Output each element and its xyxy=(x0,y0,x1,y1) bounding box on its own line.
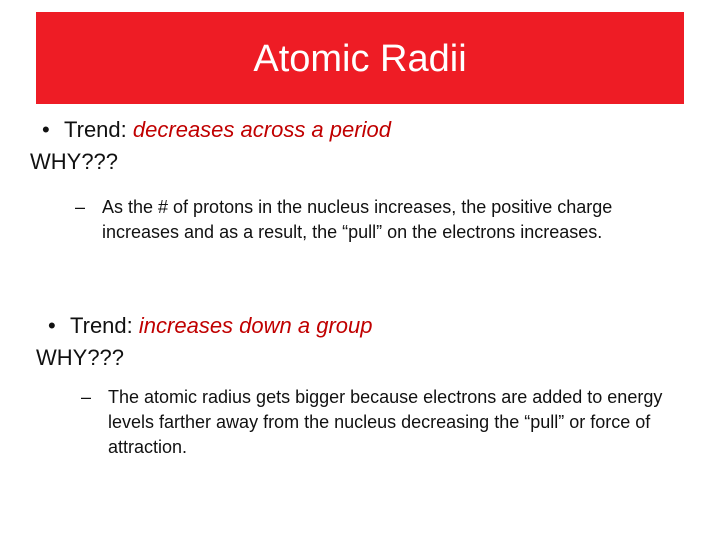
explanation-text: The atomic radius gets bigger because electrons are added to energy levels farther away from the nucleus decreasing the “pull” or force of attraction. xyxy=(108,387,663,457)
slide-title: Atomic Radii xyxy=(253,38,467,80)
dash-icon: – xyxy=(75,197,86,217)
why-question: WHY??? xyxy=(30,149,119,174)
trend-label: Trend: xyxy=(64,117,127,142)
trend-line xyxy=(30,114,680,146)
bullet-icon: • xyxy=(42,117,50,142)
section-group xyxy=(36,310,686,374)
explanation-group xyxy=(81,385,691,460)
bullet-icon: • xyxy=(48,313,56,338)
trend-line xyxy=(36,310,686,342)
trend-emphasis: increases down a group xyxy=(138,313,373,338)
trend-emphasis: decreases across a period xyxy=(132,117,391,142)
explanation-period xyxy=(75,195,690,245)
why-question: WHY??? xyxy=(36,345,125,370)
dash-icon: – xyxy=(81,387,92,407)
trend-label: Trend: xyxy=(70,313,133,338)
title-banner xyxy=(36,12,684,104)
section-period xyxy=(30,114,680,178)
explanation-text: As the # of protons in the nucleus increases, the positive charge increases and as a result, the “pull” on the electrons increases. xyxy=(102,197,613,242)
